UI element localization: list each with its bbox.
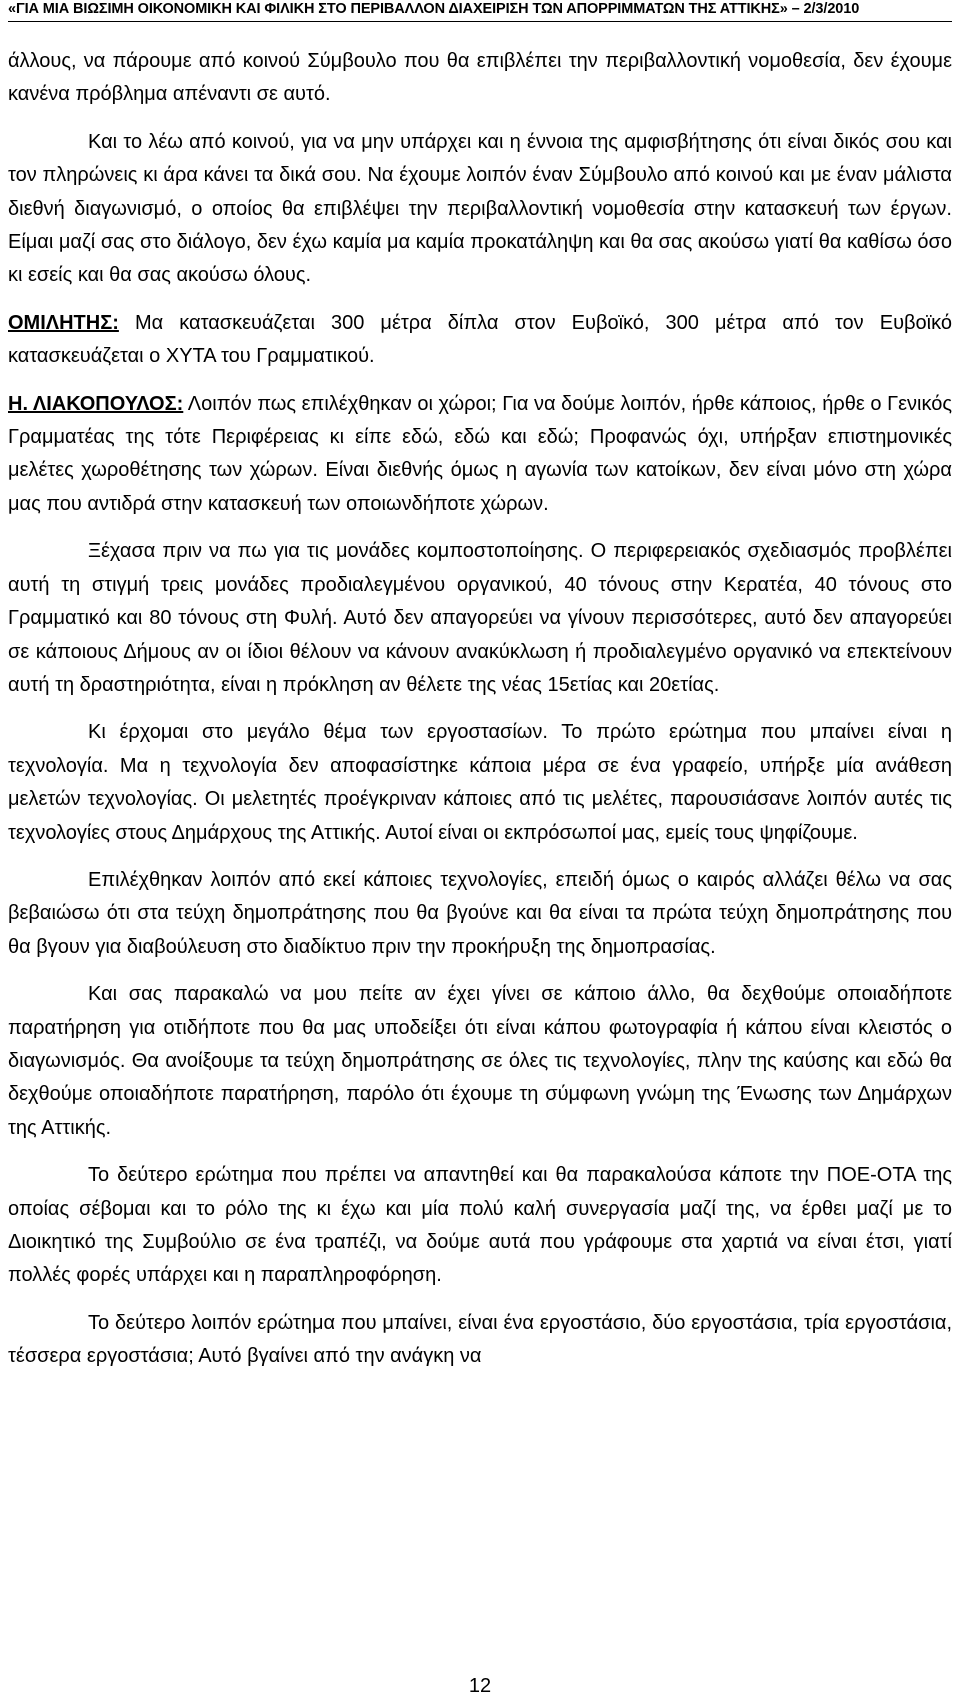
paragraph	[8, 716, 952, 850]
paragraph-text: Κι έρχομαι στο μεγάλο θέμα των εργοστασίων. Το πρώτο ερώτημα που μπαίνει είναι η τεχνολογία. Μα η τεχνολογία δεν αποφασίστηκε κάποια μέρα σε ένα γραφείο, υπήρξε μία ανάθεση μελετών τεχνολογίας. Οι μελετητές προέγκριναν κάποιες από τις μελέτες, παρουσιάσανε λοιπόν αυτές τις τεχνολογίες στους Δημάρχους της Αττικής. Αυτοί είναι οι εκπρόσωποί μας, εμείς τους ψηφίζουμε.	[8, 721, 952, 844]
paragraph	[8, 864, 952, 964]
speaker-label: Η. ΛΙΑΚΟΠΟΥΛΟΣ:	[8, 392, 184, 415]
page-number: 12	[468, 1675, 492, 1697]
paragraph	[8, 307, 952, 374]
paragraph-text: Το δεύτερο ερώτημα που πρέπει να απαντηθεί και θα παρακαλούσα κάποτε την ΠΟΕ-ΟΤΑ της οποίας σέβομαι και το ρόλο της κι έχω και μία πολύ καλή συνεργασία μαζί της, να έρθει μαζί με το Διοικητικό της Συμβούλιο σε ένα τραπέζι, να δούμε αυτά που γράφουμε στα χαρτιά να είναι έτσι, γιατί πολλές φορές υπάρχει και η παραπληροφόρηση.	[8, 1164, 952, 1287]
speaker-label: ΟΜΙΛΗΤΗΣ:	[8, 311, 119, 334]
paragraph	[8, 978, 952, 1145]
paragraph	[8, 535, 952, 702]
paragraph-text: Το δεύτερο λοιπόν ερώτημα που μπαίνει, είναι ένα εργοστάσιο, δύο εργοστάσια, τρία εργοστάσια, τέσσερα εργοστάσια; Αυτό βγαίνει από την ανάγκη να	[8, 1311, 952, 1368]
paragraph-text: Επιλέχθηκαν λοιπόν από εκεί κάποιες τεχνολογίες, επειδή όμως ο καιρός αλλάζει θέλω να σας βεβαιώσω ότι στα τεύχη δημοπράτησης που θα βγούνε και θα είναι τα πρώτα τεύχη δημοπράτησης που θα βγουν για διαβούλευση στο διαδίκτυο πριν την προκήρυξη της δημοπρασίας.	[8, 868, 952, 958]
paragraph-text: άλλους, να πάρουμε από κοινού Σύμβουλο που θα επιβλέπει την περιβαλλοντική νομοθεσία, δεν έχουμε κανένα πρόβλημα απέναντι σε αυτό.	[8, 50, 952, 106]
document-body	[8, 45, 952, 1374]
paragraph	[8, 1307, 952, 1374]
paragraph-text: Και το λέω από κοινού, για να μην υπάρχει και η έννοια της αμφισβήτησης ότι είναι δικός σου και τον πληρώνεις κι άρα κάνει τα δικά σου. Να έχουμε λοιπόν έναν Σύμβουλο από κοινού και με έναν μάλιστα διεθνή διαγωνισμό, ο οποίος θα επιβλέψει την περιβαλλοντική νομοθεσία στην κατασκευή των έργων. Είμαι μαζί σας στο διάλογο, δεν έχω καμία μα καμία προκατάληψη και θα σας ακούσω γιατί θα καθίσω όσο κι εσείς και θα σας ακούσω όλους.	[8, 130, 952, 287]
paragraph-text: Και σας παρακαλώ να μου πείτε αν έχει γίνει σε κάποιο άλλο, θα δεχθούμε οποιαδήποτε παρατήρηση για οτιδήποτε που θα μας υποδείξει ότι είναι κάπου φωτογραφία ή κάπου είναι κλειστός ο διαγωνισμός. Θα ανοίξουμε τα τεύχη δημοπράτησης σε όλες τις τεχνολογίες, πλην της καύσης και εδώ θα δεχθούμε οποιαδήποτε παρατήρηση, παρόλο ότι έχουμε τη σύμφωνη γνώμη της Ένωσης των Δημάρχων της Αττικής.	[8, 983, 952, 1139]
paragraph	[8, 1159, 952, 1293]
paragraph	[8, 45, 952, 112]
paragraph-text: Μα κατασκευάζεται 300 μέτρα δίπλα στον Ευβοϊκό, 300 μέτρα από τον Ευβοϊκό κατασκευάζεται ο ΧΥΤΑ του Γραμματικού.	[8, 311, 952, 368]
paragraph	[8, 126, 952, 293]
paragraph-text: Ξέχασα πριν να πω για τις μονάδες κομποστοποίησης. Ο περιφερειακός σχεδιασμός προβλέπει αυτή τη στιγμή τρεις μονάδες προδιαλεγμένου οργανικού, 40 τόνους στην Κερατέα, 40 τόνους στο Γραμματικό και 80 τόνους στη Φυλή. Αυτό δεν απαγορεύει να γίνουν περισσότερες, αυτό δεν απαγορεύει σε κάποιους Δήμους αν οι ίδιοι θέλουν να κάνουν ανακύκλωση ή προδιαλεγμένο οργανικό να επεκτείνουν αυτή τη δραστηριότητα, είναι η πρόκληση αν θέλετε της νέας 15ετίας και 20ετίας.	[8, 540, 952, 696]
paragraph-text: Λοιπόν πως επιλέχθηκαν οι χώροι; Για να δούμε λοιπόν, ήρθε κάποιος, ήρθε ο Γενικός Γραμματέας της τότε Περιφέρειας κι είπε εδώ, εδώ και εδώ; Προφανώς όχι, υπήρξαν επιστημονικές μελέτες χωροθέτησης των χώρων. Είναι διεθνής όμως η αγωνία των κατοίκων, δεν είναι μόνο στη χώρα μας που αντιδρά στην κατασκευή των οποιωνδήποτε χώρων.	[8, 392, 952, 515]
header-rule	[8, 21, 952, 22]
document-header: «ΓΙΑ ΜΙΑ ΒΙΩΣΙΜΗ ΟΙΚΟΝΟΜΙΚΗ ΚΑΙ ΦΙΛΙΚΗ ΣΤΟ ΠΕΡΙΒΑΛΛΟΝ ΔΙΑΧΕΙΡΙΣΗ ΤΩΝ ΑΠΟΡΡΙΜΜΑΤΩΝ ΤΗΣ ΑΤΤΙΚΗΣ» – 2/3/2010	[8, 1, 860, 17]
paragraph	[8, 388, 952, 522]
